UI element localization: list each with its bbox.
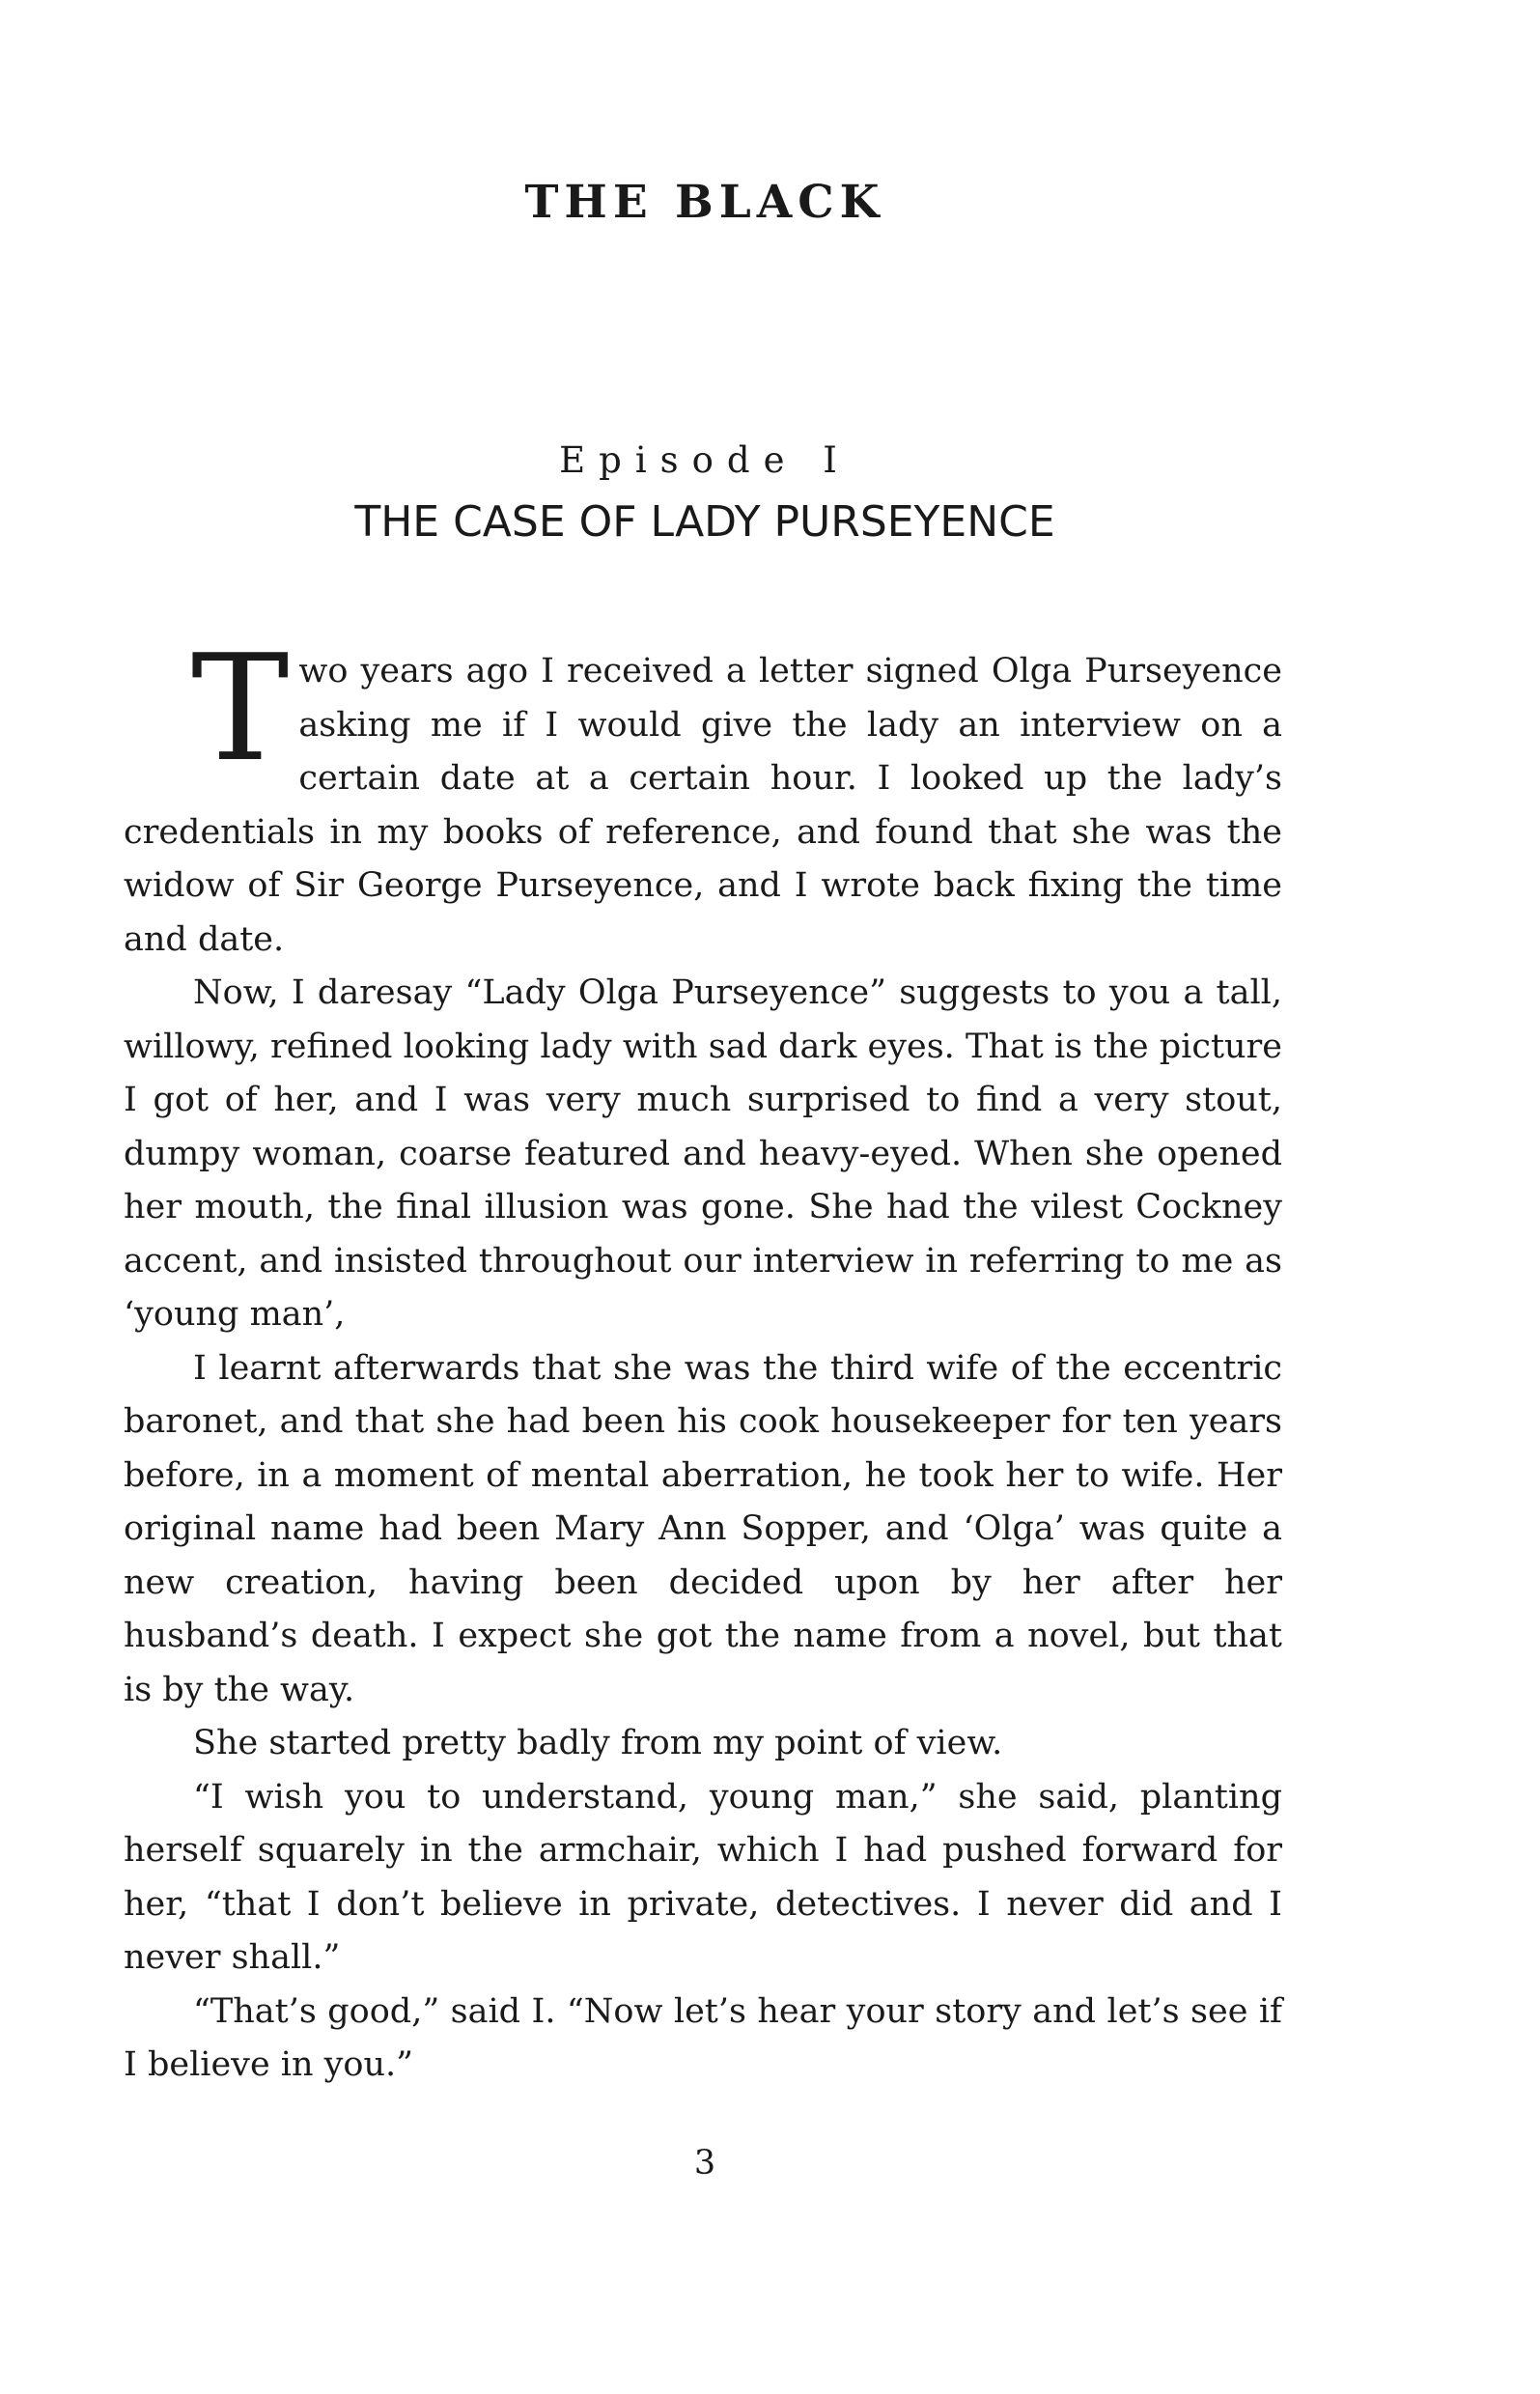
chapter-title: THE CASE OF LADY PURSEYENCE [354, 497, 1055, 547]
drop-cap: T [191, 623, 290, 794]
paragraph-3: I learnt afterwards that she was the third wife of the eccentric baronet, and that she had been his cook housekeeper for ten years before, in a moment of mental aberration, he took her to wife. Her original name had been Mary Ann Sopper, and ‘Olga’ was quite a new creation, having been decided upon by her after her husband’s death. I expect she got the name from a novel, but that is by the way. [124, 1348, 1282, 1709]
episode-label: Episode I [559, 439, 851, 481]
body-text [124, 623, 1282, 2093]
paragraph-1 [124, 623, 1282, 967]
paragraph-5: “I wish you to understand, young man,” she said, planting herself squarely in the armchair, which I had pushed forward for her, “that I don’t believe in private, detectives. I never did and I never shall.” [124, 1777, 1282, 1977]
paragraph-1-text: wo years ago I received a letter signed Olga Purseyence asking me if I would give the lady an interview on a certain date at a certain hour. I looked up the lady’s credentials in my books of reference, and found that she was the widow of Sir George Purseyence, and I wrote back fixing the time and date. [124, 652, 1282, 959]
paragraph-2: Now, I daresay “Lady Olga Purseyence” suggests to you a tall, willowy, refined looking lady with sad dark eyes. That is the picture I got of her, and I was very much surprised to find a very stout, dumpy woman, coarse featured and heavy-eyed. When she opened her mouth, the final illusion was gone. She had the vilest Cockney accent, and insisted throughout our interview in referring to me as ‘young man’, [124, 973, 1282, 1334]
paragraph-4: She started pretty badly from my point of view. [193, 1724, 1003, 1762]
paragraph-6: “That’s good,” said I. “Now let’s hear your story and let’s see if I believe in you.” [124, 1991, 1282, 2084]
page-number: 3 [693, 2144, 716, 2183]
running-header-book-title: THE BLACK [524, 176, 885, 229]
